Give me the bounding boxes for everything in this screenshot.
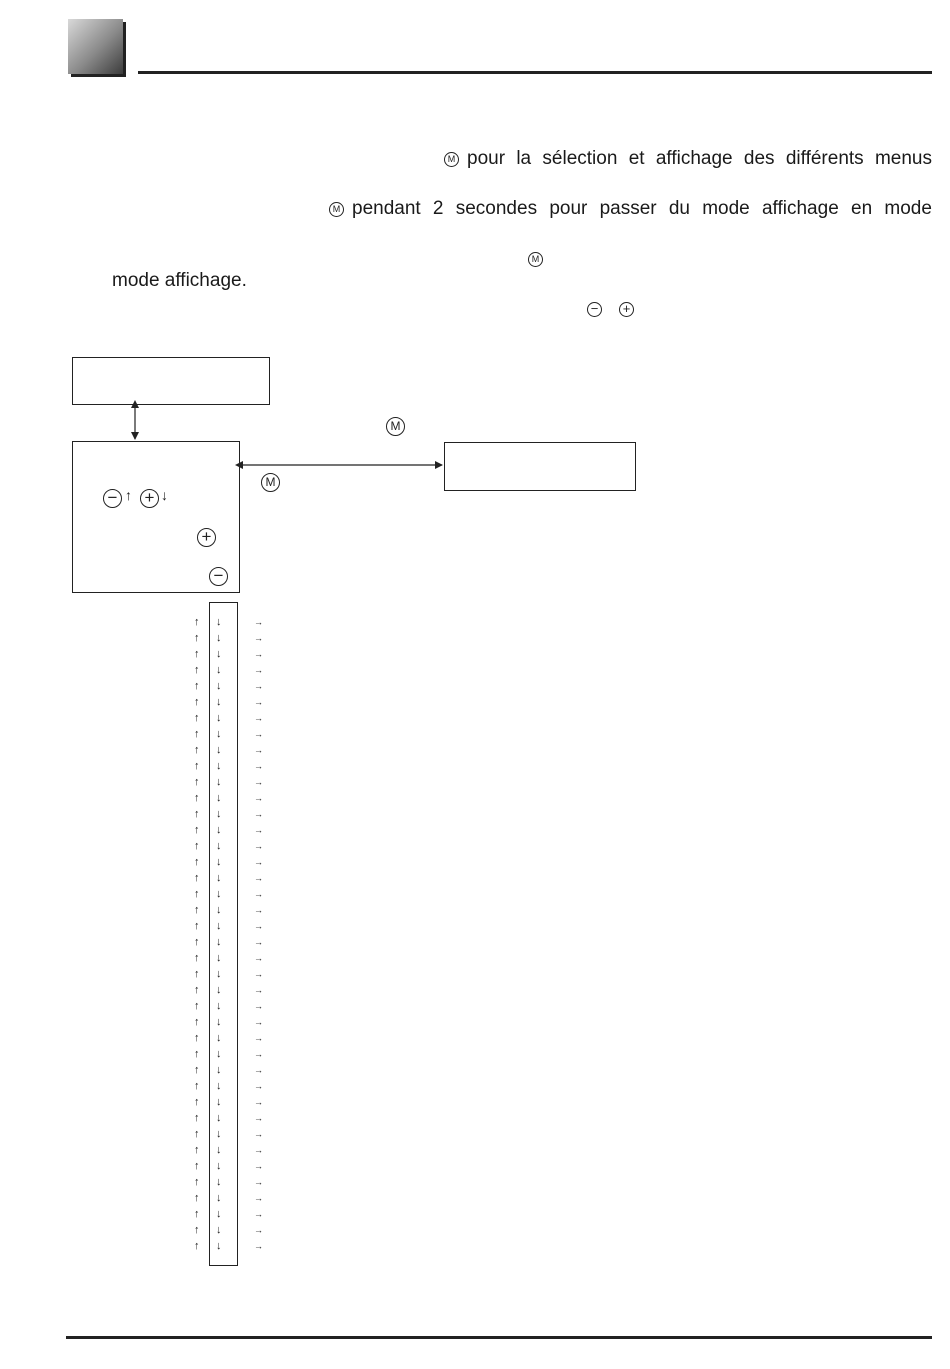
ladder-row — [194, 1078, 274, 1094]
right-arrow-icon: → — [254, 681, 263, 691]
right-arrow-icon: → — [254, 953, 263, 963]
paragraph-2-word: pendant — [352, 198, 421, 219]
m-button-icon: M — [329, 202, 344, 217]
up-arrow-icon: ↑ — [194, 616, 200, 628]
right-arrow-icon: → — [254, 1225, 263, 1235]
ladder-row — [194, 1046, 274, 1062]
ladder-row — [194, 1014, 274, 1030]
up-arrow-icon: ↑ — [194, 936, 200, 948]
up-arrow-icon: ↑ — [194, 1080, 200, 1092]
up-arrow-icon: ↑ — [194, 1240, 200, 1252]
up-arrow-icon: ↑ — [194, 664, 200, 676]
up-arrow-icon: ↑ — [194, 632, 200, 644]
up-arrow-icon: ↑ — [194, 712, 200, 724]
up-arrow-icon: ↑ — [194, 1128, 200, 1140]
paragraph-2-word: du — [668, 198, 690, 219]
down-arrow-icon: ↓ — [216, 872, 222, 884]
paragraph-2-word: affichage — [761, 198, 839, 219]
up-arrow-icon: ↑ — [194, 1144, 200, 1156]
down-arrow-icon: ↓ — [216, 1176, 222, 1188]
down-arrow-icon: ↓ — [216, 696, 222, 708]
paragraph-2-word: pour — [549, 198, 588, 219]
down-arrow-icon: ↓ — [216, 888, 222, 900]
right-arrow-icon: → — [254, 1017, 263, 1027]
down-arrow-icon: ↓ — [161, 487, 168, 503]
plus-button-icon: + — [140, 489, 159, 508]
down-arrow-icon: ↓ — [216, 1096, 222, 1108]
down-arrow-icon: ↓ — [216, 920, 222, 932]
ladder-row — [194, 694, 274, 710]
paragraph-2-word: mode — [702, 198, 750, 219]
down-arrow-icon: ↓ — [216, 968, 222, 980]
up-arrow-icon: ↑ — [194, 1096, 200, 1108]
up-arrow-icon: ↑ — [194, 776, 200, 788]
m-button-icon: M — [386, 417, 405, 436]
down-arrow-icon: ↓ — [216, 952, 222, 964]
right-arrow-icon: → — [254, 873, 263, 883]
down-arrow-icon: ↓ — [216, 712, 222, 724]
m-button-icon: M — [528, 252, 543, 267]
up-arrow-icon: ↑ — [194, 904, 200, 916]
down-arrow-icon: ↓ — [216, 1080, 222, 1092]
right-arrow-icon: → — [254, 1001, 263, 1011]
ladder-row — [194, 742, 274, 758]
down-arrow-icon: ↓ — [216, 1240, 222, 1252]
down-arrow-icon: ↓ — [216, 728, 222, 740]
right-arrow-icon: → — [254, 889, 263, 899]
up-arrow-icon: ↑ — [194, 1048, 200, 1060]
menu-ladder — [194, 614, 274, 1254]
right-arrow-icon: → — [254, 809, 263, 819]
down-arrow-icon: ↓ — [216, 856, 222, 868]
ladder-row — [194, 1030, 274, 1046]
up-arrow-icon: ↑ — [194, 680, 200, 692]
right-arrow-icon: → — [254, 1097, 263, 1107]
ladder-row — [194, 918, 274, 934]
up-arrow-icon: ↑ — [194, 920, 200, 932]
down-arrow-icon: ↓ — [216, 1128, 222, 1140]
down-arrow-icon: ↓ — [216, 1016, 222, 1028]
paragraph-3-text: mode affichage. — [112, 270, 247, 291]
right-arrow-icon: → — [254, 1065, 263, 1075]
right-arrow-icon: → — [254, 1033, 263, 1043]
ladder-row — [194, 710, 274, 726]
paragraph-2-word: en — [851, 198, 873, 219]
up-arrow-icon: ↑ — [194, 1160, 200, 1172]
right-arrow-icon: → — [254, 1049, 263, 1059]
ladder-row — [194, 646, 274, 662]
right-arrow-icon: → — [254, 761, 263, 771]
paragraph-2-word: 2 — [432, 198, 444, 219]
ladder-row — [194, 838, 274, 854]
down-arrow-icon: ↓ — [216, 1048, 222, 1060]
right-arrow-icon: → — [254, 777, 263, 787]
down-arrow-icon: ↓ — [216, 792, 222, 804]
right-arrow-icon: → — [254, 633, 263, 643]
ladder-row — [194, 982, 274, 998]
up-arrow-icon: ↑ — [194, 808, 200, 820]
ladder-row — [194, 966, 274, 982]
down-arrow-icon: ↓ — [216, 648, 222, 660]
ladder-row — [194, 1174, 274, 1190]
ladder-row — [194, 790, 274, 806]
ladder-row — [194, 662, 274, 678]
ladder-row — [194, 678, 274, 694]
plus-button-icon: + — [619, 302, 634, 317]
up-arrow-icon: ↑ — [194, 1016, 200, 1028]
up-arrow-icon: ↑ — [194, 1192, 200, 1204]
up-arrow-icon: ↑ — [194, 1176, 200, 1188]
right-arrow-icon: → — [254, 1241, 263, 1251]
ladder-row — [194, 630, 274, 646]
ladder-row — [194, 1222, 274, 1238]
minus-button-icon: − — [209, 567, 228, 586]
right-arrow-icon: → — [254, 1145, 263, 1155]
up-arrow-icon: ↑ — [194, 1064, 200, 1076]
right-arrow-icon: → — [254, 649, 263, 659]
up-arrow-icon: ↑ — [194, 696, 200, 708]
down-arrow-icon: ↓ — [216, 1160, 222, 1172]
right-arrow-icon: → — [254, 1161, 263, 1171]
ladder-row — [194, 854, 274, 870]
right-arrow-icon: → — [254, 1177, 263, 1187]
right-arrow-icon: → — [254, 713, 263, 723]
down-arrow-icon: ↓ — [216, 904, 222, 916]
down-arrow-icon: ↓ — [216, 1208, 222, 1220]
right-arrow-icon: → — [254, 745, 263, 755]
right-arrow-icon: → — [254, 665, 263, 675]
ladder-row — [194, 886, 274, 902]
m-button-icon: M — [444, 152, 459, 167]
down-arrow-icon: ↓ — [216, 1064, 222, 1076]
right-arrow-icon: → — [254, 1193, 263, 1203]
down-arrow-icon: ↓ — [216, 824, 222, 836]
up-arrow-icon: ↑ — [125, 487, 132, 503]
minus-button-icon: − — [103, 489, 122, 508]
ladder-row — [194, 1094, 274, 1110]
ladder-row — [194, 902, 274, 918]
right-arrow-icon: → — [254, 905, 263, 915]
right-arrow-icon: → — [254, 937, 263, 947]
up-arrow-icon: ↑ — [194, 872, 200, 884]
ladder-row — [194, 950, 274, 966]
down-arrow-icon: ↓ — [216, 760, 222, 772]
right-arrow-icon: → — [254, 729, 263, 739]
down-arrow-icon: ↓ — [216, 680, 222, 692]
up-arrow-icon: ↑ — [194, 824, 200, 836]
down-arrow-icon: ↓ — [216, 616, 222, 628]
right-arrow-icon: → — [254, 1209, 263, 1219]
right-arrow-icon: → — [254, 1113, 263, 1123]
down-arrow-icon: ↓ — [216, 1192, 222, 1204]
up-arrow-icon: ↑ — [194, 728, 200, 740]
ladder-row — [194, 998, 274, 1014]
footer-rule — [66, 1336, 932, 1339]
right-arrow-icon: → — [254, 857, 263, 867]
ladder-row — [194, 758, 274, 774]
down-arrow-icon: ↓ — [216, 776, 222, 788]
right-arrow-icon: → — [254, 697, 263, 707]
ladder-row — [194, 806, 274, 822]
ladder-row — [194, 822, 274, 838]
ladder-row — [194, 1110, 274, 1126]
up-arrow-icon: ↑ — [194, 760, 200, 772]
up-arrow-icon: ↑ — [194, 648, 200, 660]
minus-button-icon: − — [587, 302, 602, 317]
up-arrow-icon: ↑ — [194, 1000, 200, 1012]
ladder-row — [194, 1062, 274, 1078]
up-arrow-icon: ↑ — [194, 856, 200, 868]
down-arrow-icon: ↓ — [216, 840, 222, 852]
down-arrow-icon: ↓ — [216, 744, 222, 756]
up-arrow-icon: ↑ — [194, 888, 200, 900]
down-arrow-icon: ↓ — [216, 1032, 222, 1044]
right-arrow-icon: → — [254, 1129, 263, 1139]
ladder-row — [194, 1126, 274, 1142]
right-arrow-icon: → — [254, 825, 263, 835]
up-arrow-icon: ↑ — [194, 792, 200, 804]
down-arrow-icon: ↓ — [216, 632, 222, 644]
right-arrow-icon: → — [254, 793, 263, 803]
up-arrow-icon: ↑ — [194, 744, 200, 756]
paragraph-2-word: secondes — [455, 198, 538, 219]
up-arrow-icon: ↑ — [194, 1224, 200, 1236]
up-arrow-icon: ↑ — [194, 968, 200, 980]
down-arrow-icon: ↓ — [216, 1000, 222, 1012]
right-arrow-icon: → — [254, 969, 263, 979]
ladder-row — [194, 1238, 274, 1254]
plus-button-icon: + — [197, 528, 216, 547]
up-arrow-icon: ↑ — [194, 952, 200, 964]
up-arrow-icon: ↑ — [194, 984, 200, 996]
down-arrow-icon: ↓ — [216, 1144, 222, 1156]
right-arrow-icon: → — [254, 985, 263, 995]
up-arrow-icon: ↑ — [194, 840, 200, 852]
paragraph-2-word: mode — [884, 198, 932, 219]
ladder-row — [194, 774, 274, 790]
down-arrow-icon: ↓ — [216, 984, 222, 996]
down-arrow-icon: ↓ — [216, 808, 222, 820]
up-arrow-icon: ↑ — [194, 1112, 200, 1124]
down-arrow-icon: ↓ — [216, 664, 222, 676]
down-arrow-icon: ↓ — [216, 1224, 222, 1236]
down-arrow-icon: ↓ — [216, 936, 222, 948]
ladder-row — [194, 614, 274, 630]
right-arrow-icon: → — [254, 617, 263, 627]
ladder-row — [194, 1206, 274, 1222]
ladder-row — [194, 1142, 274, 1158]
paragraph-1-text: pour la sélection et affichage des différents menus — [467, 148, 932, 169]
up-arrow-icon: ↑ — [194, 1032, 200, 1044]
up-arrow-icon: ↑ — [194, 1208, 200, 1220]
ladder-row — [194, 726, 274, 742]
ladder-row — [194, 1158, 274, 1174]
right-arrow-icon: → — [254, 841, 263, 851]
ladder-row — [194, 1190, 274, 1206]
ladder-row — [194, 870, 274, 886]
m-button-icon: M — [261, 473, 280, 492]
right-arrow-icon: → — [254, 921, 263, 931]
right-arrow-icon: → — [254, 1081, 263, 1091]
down-arrow-icon: ↓ — [216, 1112, 222, 1124]
paragraph-2-word: passer — [599, 198, 657, 219]
ladder-row — [194, 934, 274, 950]
